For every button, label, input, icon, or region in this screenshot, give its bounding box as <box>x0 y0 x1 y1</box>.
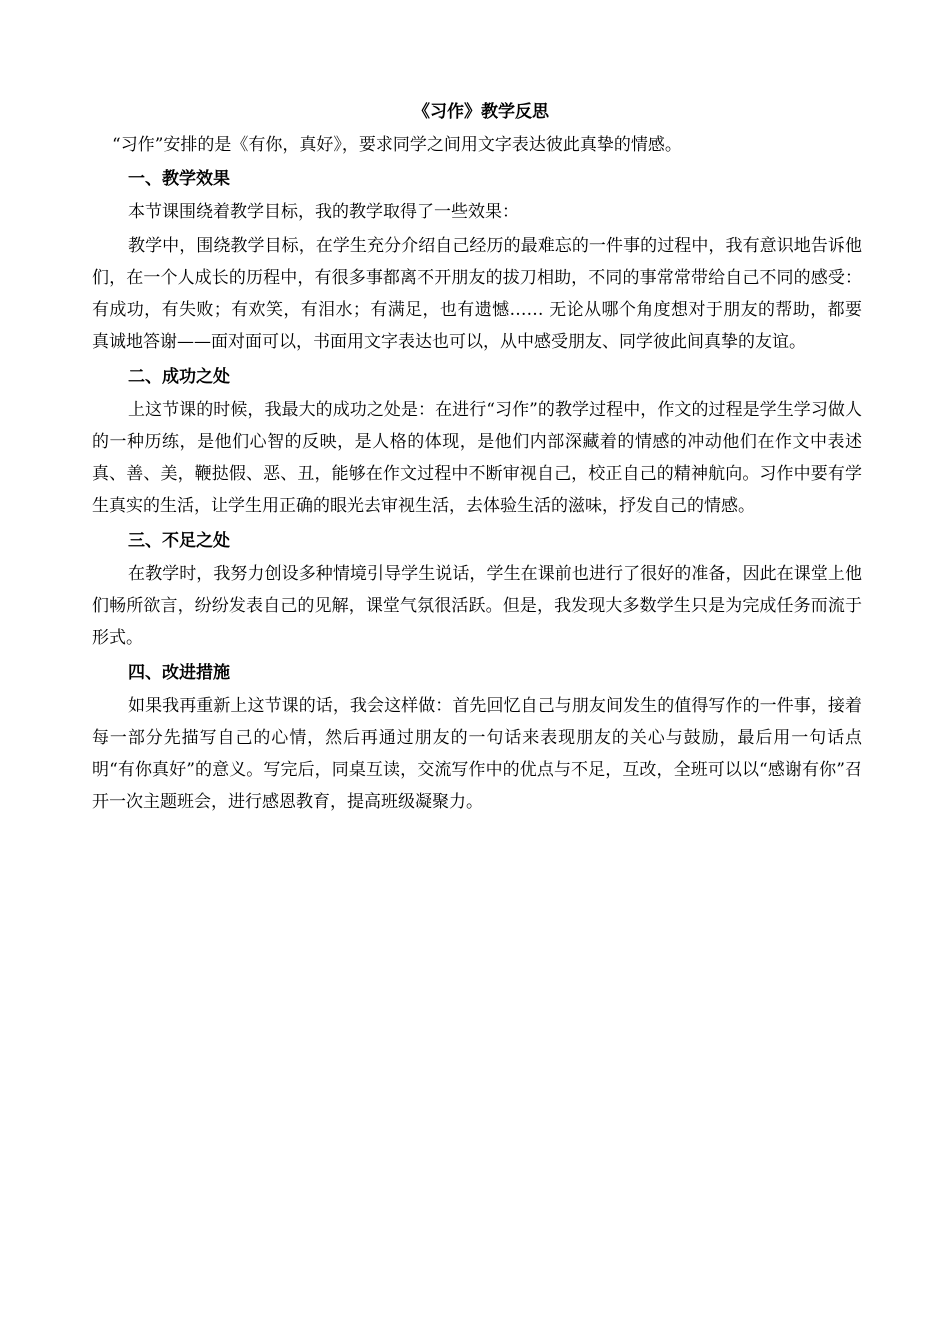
paragraph: 如果我再重新上这节课的话，我会这样做：首先回忆自己与朋友间发生的值得写作的一件事，接着每一部分先描写自己的心情，然后再通过朋友的一句话来表现朋友的关心与鼓励，最后用一句话点明“有你真好”的意义。写完后，同桌互读，交流写作中的优点与不足，互改，全班可以以“感谢有你”召开一次主题班会，进行感恩教育，提高班级凝聚力。 <box>92 696 862 812</box>
section-heading: 二、成功之处 <box>128 367 230 387</box>
paragraph: 教学中，围绕教学目标，在学生充分介绍自己经历的最难忘的一件事的过程中，我有意识地告诉他们，在一个人成长的历程中，有很多事都离不开朋友的拔刀相助，不同的事常常带给自己不同的感受：有成功，有失败；有欢笑，有泪水；有满足，也有遗憾…… 无论从哪个角度想对于朋友的帮助，都要真诚地答谢——面对面可以，书面用文字表达也可以，从中感受朋友、同学彼此间真挚的友谊。 <box>92 236 862 352</box>
section-teaching-effect <box>92 162 862 358</box>
document-page <box>92 96 862 820</box>
paragraph: 本节课围绕着教学目标，我的教学取得了一些效果： <box>128 202 519 222</box>
section-heading: 一、教学效果 <box>128 169 230 189</box>
intro-paragraph: “习作”安排的是《有你，真好》，要求同学之间用文字表达彼此真挚的情感。 <box>112 135 682 155</box>
paragraph: 在教学时，我努力创设多种情境引导学生说话，学生在课前也进行了很好的准备，因此在课堂上他们畅所欲言，纷纷发表自己的见解，课堂气氛很活跃。但是，我发现大多数学生只是为完成任务而流于形式。 <box>92 564 862 648</box>
paragraph: 上这节课的时候，我最大的成功之处是：在进行“习作”的教学过程中，作文的过程是学生学习做人的一种历练，是他们心智的反映，是人格的体现，是他们内部深藏着的情感的冲动他们在作文中表述真、善、美，鞭挞假、恶、丑，能够在作文过程中不断审视自己，校正自己的精神航向。习作中要有学生真实的生活，让学生用正确的眼光去审视生活，去体验生活的滋味，抒发自己的情感。 <box>92 400 862 516</box>
section-heading: 四、改进措施 <box>128 663 230 683</box>
section-shortcomings <box>92 524 862 654</box>
section-successes <box>92 360 862 522</box>
section-improvements <box>92 656 862 818</box>
section-heading: 三、不足之处 <box>128 531 230 551</box>
document-title: 《习作》教学反思 <box>413 102 549 122</box>
